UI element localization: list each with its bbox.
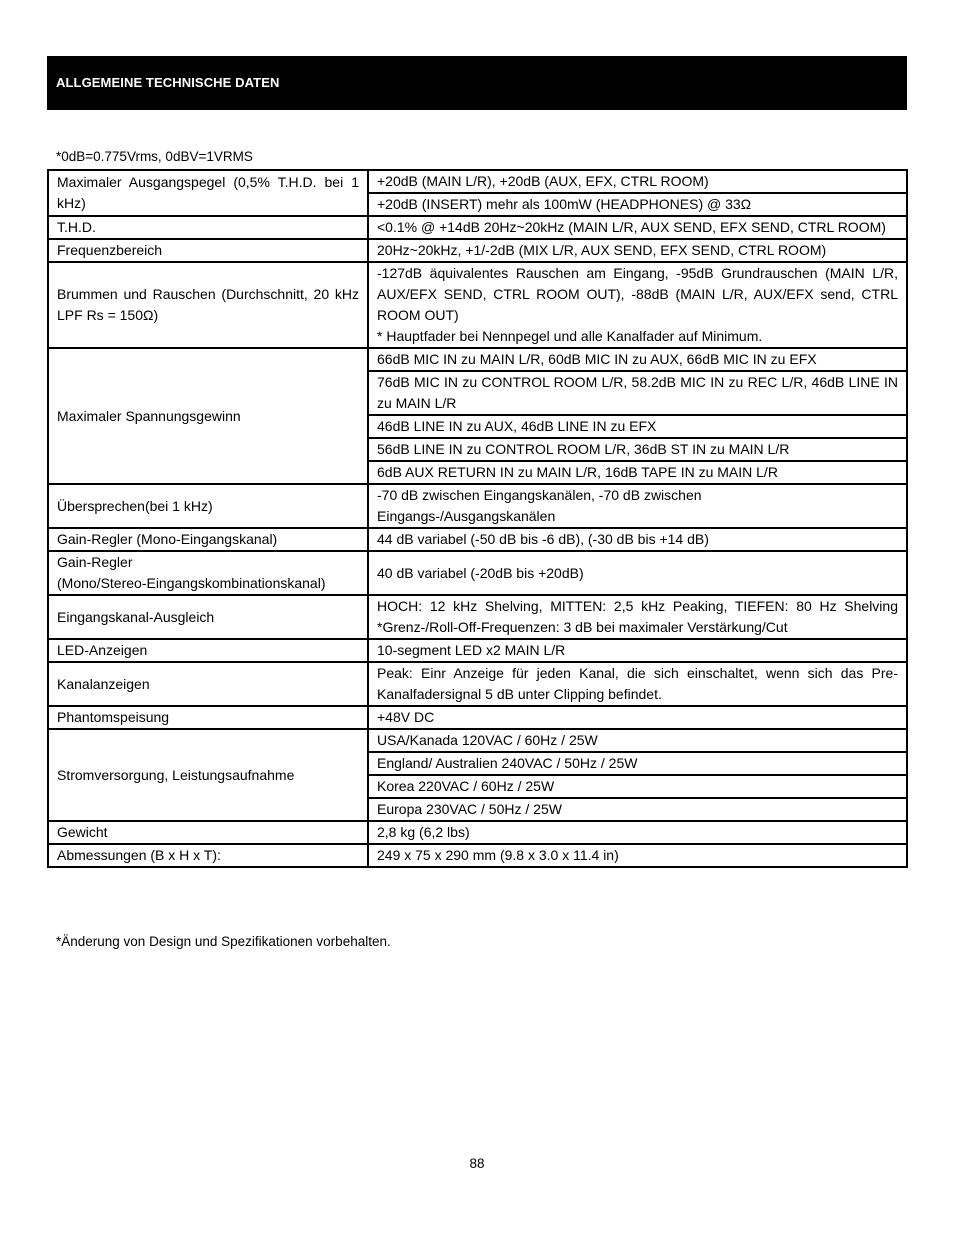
spec-label: Gain-Regler (Mono/Stereo-Eingangskombinationskanal) — [48, 551, 368, 595]
spec-label: Kanalanzeigen — [48, 662, 368, 706]
spec-value: Peak: Einr Anzeige für jeden Kanal, die sich einschaltet, wenn sich das Pre-Kanalfadersignal 5 dB unter Clipping befindet. — [368, 662, 907, 706]
spec-value: Europa 230VAC / 50Hz / 25W — [368, 798, 907, 821]
table-row — [48, 639, 907, 662]
table-row — [48, 239, 907, 262]
spec-value: -70 dB zwischen Eingangskanälen, -70 dB zwischen Eingangs-/Ausgangskanälen — [368, 484, 907, 528]
section-title: ALLGEMEINE TECHNISCHE DATEN — [56, 75, 280, 90]
spec-value: 76dB MIC IN zu CONTROL ROOM L/R, 58.2dB MIC IN zu REC L/R, 46dB LINE IN zu MAIN L/R — [368, 371, 907, 415]
table-row — [48, 170, 907, 193]
table-row — [48, 484, 907, 528]
spec-value: +48V DC — [368, 706, 907, 729]
spec-value: HOCH: 12 kHz Shelving, MITTEN: 2,5 kHz Peaking, TIEFEN: 80 Hz Shelving *Grenz-/Roll-Off-Frequenzen: 3 dB bei maximaler Verstärkung/Cut — [368, 595, 907, 639]
page-number: 88 — [469, 1156, 485, 1171]
spec-label: Gewicht — [48, 821, 368, 844]
table-row — [48, 595, 907, 639]
table-row — [48, 821, 907, 844]
spec-value: 10-segment LED x2 MAIN L/R — [368, 639, 907, 662]
spec-table — [47, 169, 908, 868]
spec-value: 56dB LINE IN zu CONTROL ROOM L/R, 36dB ST IN zu MAIN L/R — [368, 438, 907, 461]
spec-value: 40 dB variabel (-20dB bis +20dB) — [368, 551, 907, 595]
spec-label: Brummen und Rauschen (Durchschnitt, 20 kHz LPF Rs = 150Ω) — [48, 262, 368, 348]
table-row — [48, 551, 907, 595]
spec-value: 6dB AUX RETURN IN zu MAIN L/R, 16dB TAPE IN zu MAIN L/R — [368, 461, 907, 484]
reference-note: *0dB=0.775Vrms, 0dBV=1VRMS — [56, 149, 253, 164]
section-header — [47, 56, 907, 110]
table-row — [48, 729, 907, 752]
spec-label: LED-Anzeigen — [48, 639, 368, 662]
table-row — [48, 216, 907, 239]
spec-value: Korea 220VAC / 60Hz / 25W — [368, 775, 907, 798]
table-row — [48, 844, 907, 867]
spec-value: USA/Kanada 120VAC / 60Hz / 25W — [368, 729, 907, 752]
spec-value: 20Hz~20kHz, +1/-2dB (MIX L/R, AUX SEND, EFX SEND, CTRL ROOM) — [368, 239, 907, 262]
table-row — [48, 528, 907, 551]
spec-value: <0.1% @ +14dB 20Hz~20kHz (MAIN L/R, AUX SEND, EFX SEND, CTRL ROOM) — [368, 216, 907, 239]
spec-table-body — [48, 170, 907, 867]
table-row — [48, 706, 907, 729]
spec-label: Maximaler Ausgangspegel (0,5% T.H.D. bei 1 kHz) — [48, 170, 368, 216]
spec-value: 66dB MIC IN zu MAIN L/R, 60dB MIC IN zu AUX, 66dB MIC IN zu EFX — [368, 348, 907, 371]
spec-label: Übersprechen(bei 1 kHz) — [48, 484, 368, 528]
spec-label: Maximaler Spannungsgewinn — [48, 348, 368, 484]
spec-label: Gain-Regler (Mono-Eingangskanal) — [48, 528, 368, 551]
table-row — [48, 348, 907, 371]
spec-value: 2,8 kg (6,2 lbs) — [368, 821, 907, 844]
spec-label: Frequenzbereich — [48, 239, 368, 262]
disclaimer-note: *Änderung von Design und Spezifikationen vorbehalten. — [56, 934, 391, 949]
spec-label: Abmessungen (B x H x T): — [48, 844, 368, 867]
table-row — [48, 262, 907, 348]
spec-value: 46dB LINE IN zu AUX, 46dB LINE IN zu EFX — [368, 415, 907, 438]
spec-label: T.H.D. — [48, 216, 368, 239]
spec-value: +20dB (MAIN L/R), +20dB (AUX, EFX, CTRL ROOM) — [368, 170, 907, 193]
spec-value: 249 x 75 x 290 mm (9.8 x 3.0 x 11.4 in) — [368, 844, 907, 867]
table-row — [48, 662, 907, 706]
spec-label: Stromversorgung, Leistungsaufnahme — [48, 729, 368, 821]
spec-value: -127dB äquivalentes Rauschen am Eingang, -95dB Grundrauschen (MAIN L/R, AUX/EFX SEND, CTRL ROOM OUT), -88dB (MAIN L/R, AUX/EFX send, CTRL ROOM OUT) * Hauptfader bei Nennpegel und alle Kanalfader auf Minimum. — [368, 262, 907, 348]
spec-value: +20dB (INSERT) mehr als 100mW (HEADPHONES) @ 33Ω — [368, 193, 907, 216]
spec-value: 44 dB variabel (-50 dB bis -6 dB), (-30 dB bis +14 dB) — [368, 528, 907, 551]
spec-label: Phantomspeisung — [48, 706, 368, 729]
spec-value: England/ Australien 240VAC / 50Hz / 25W — [368, 752, 907, 775]
spec-label: Eingangskanal-Ausgleich — [48, 595, 368, 639]
